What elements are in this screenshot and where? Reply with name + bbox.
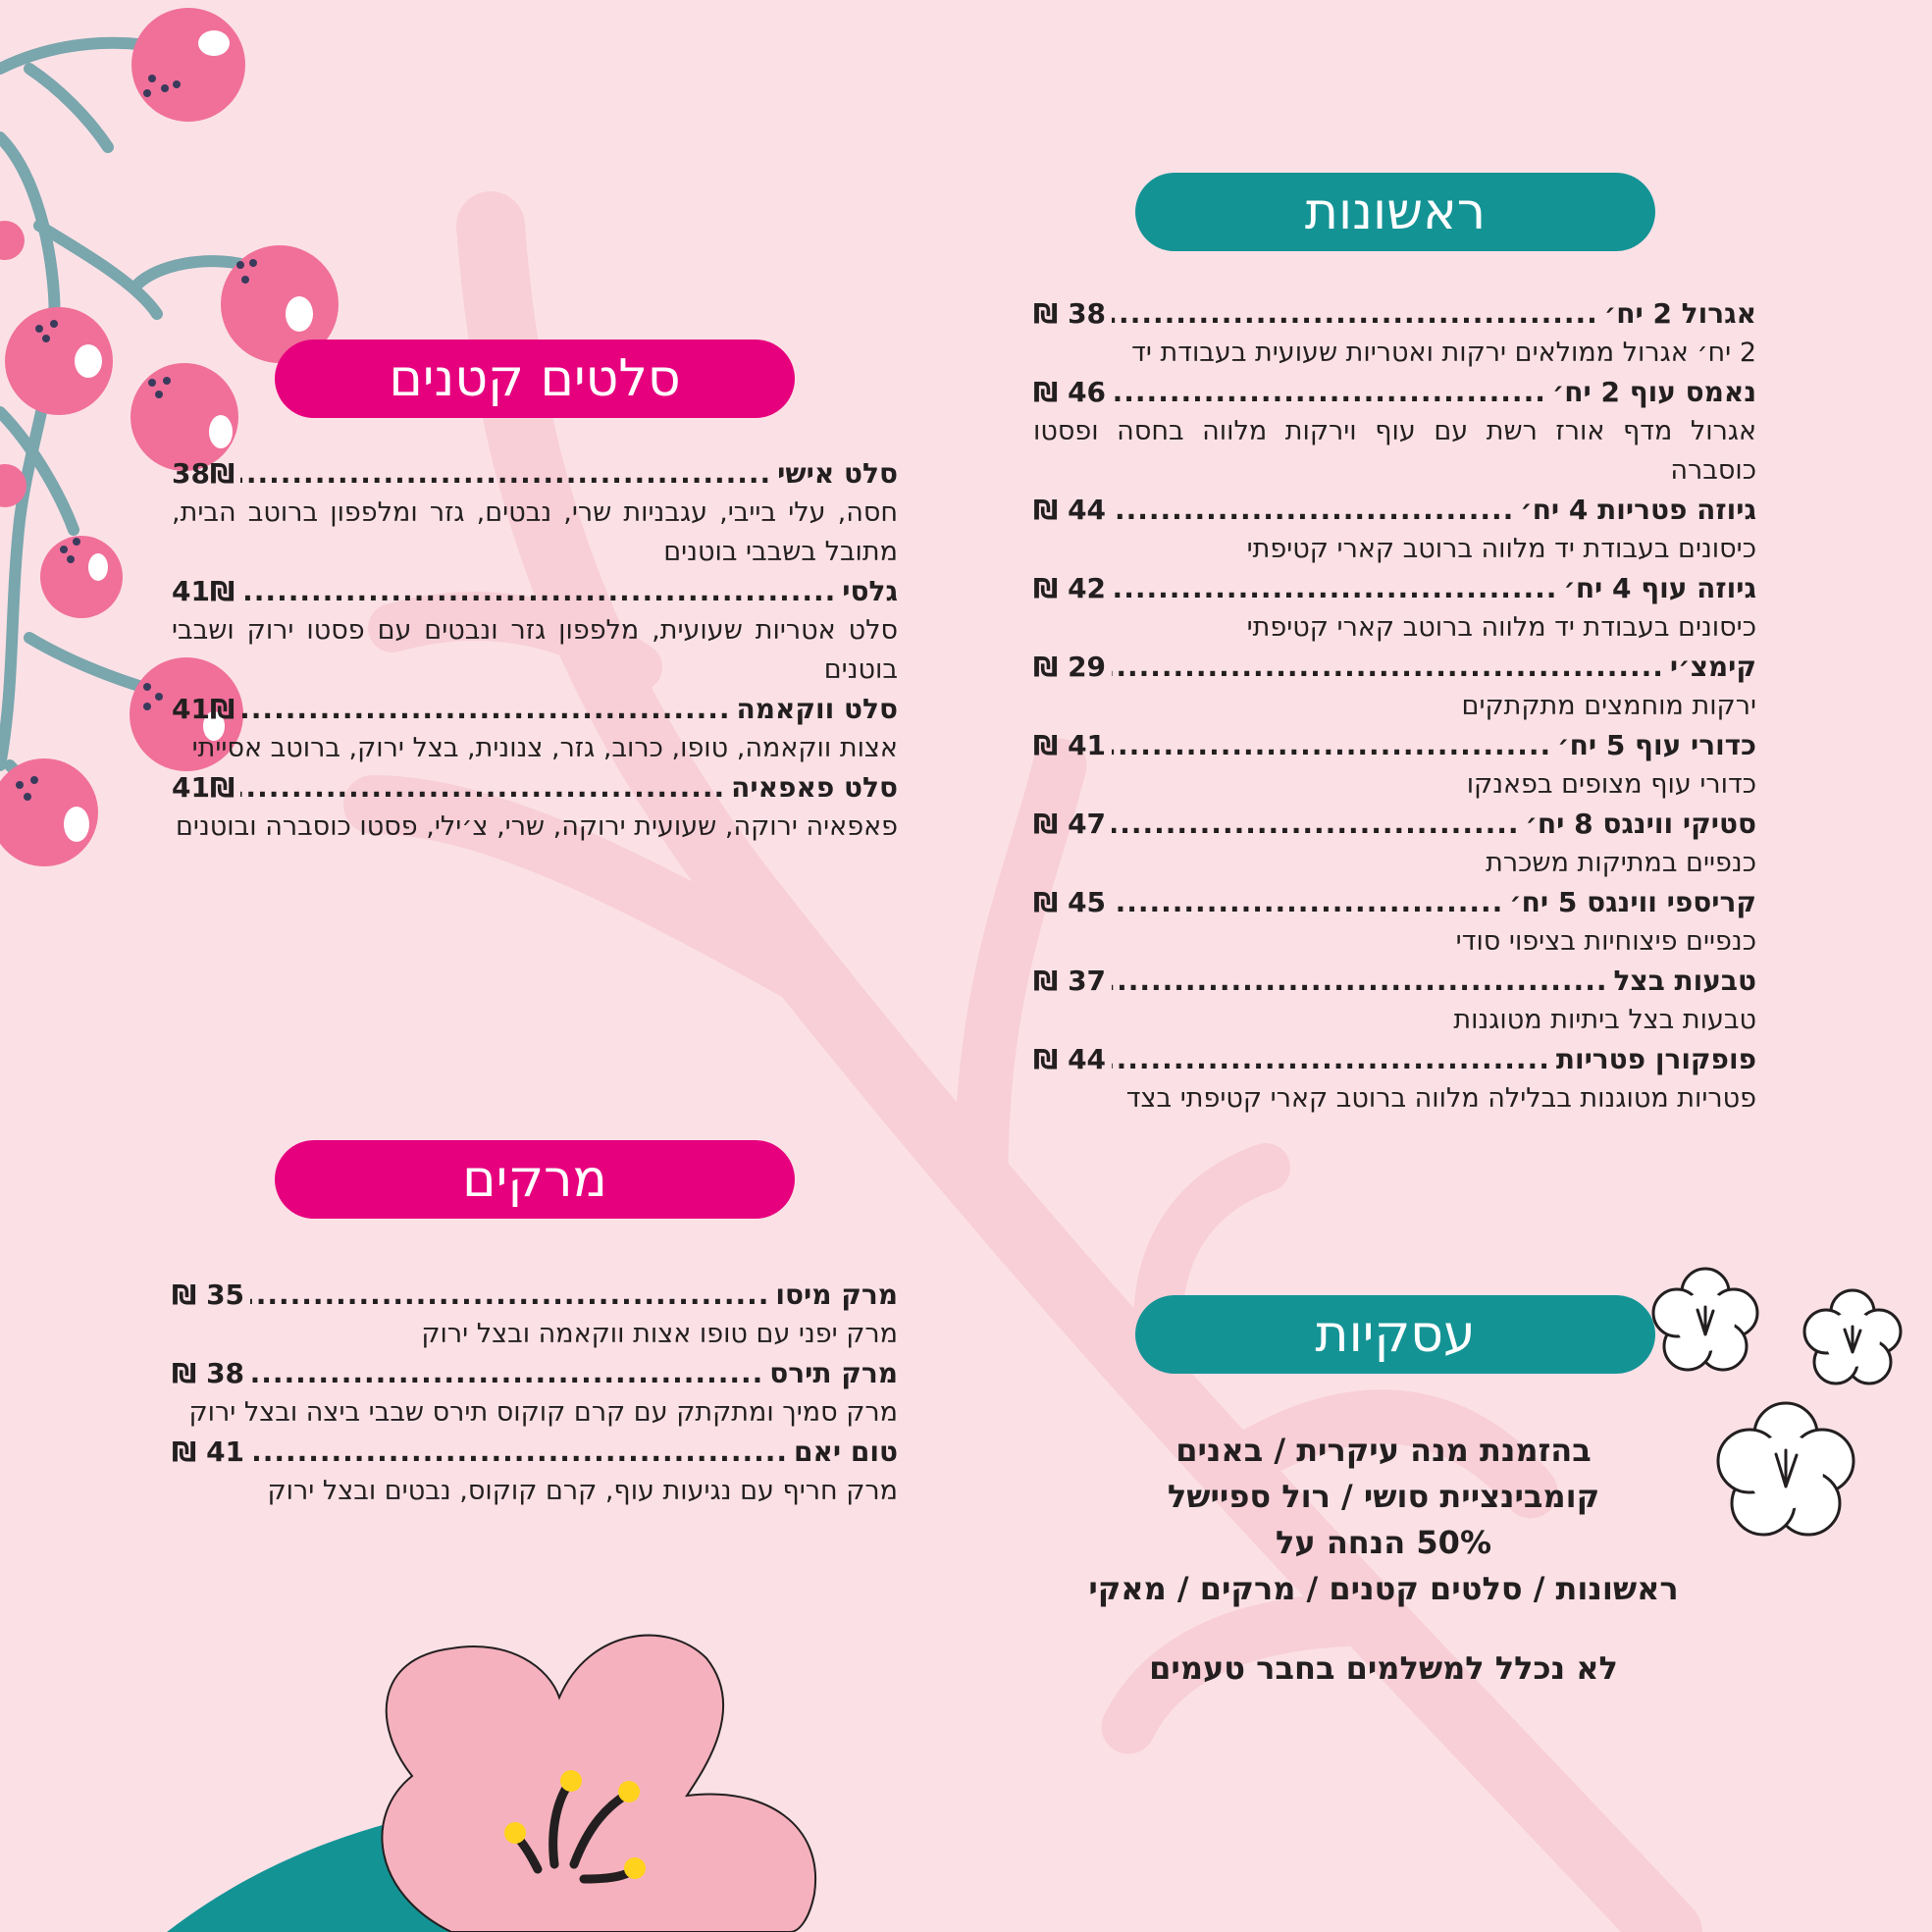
item-name: גיוזה פטריות 4 יח׳ <box>1520 494 1756 526</box>
item-name: נאמס עוף 2 יח׳ <box>1551 376 1756 408</box>
item-desc: חסה, עלי בייבי, עגבניות שרי, נבטים, גזר ומלפפון ברוטב הבית, מתובל בשבבי בוטנים <box>172 497 898 567</box>
menu-item-head <box>172 1354 898 1393</box>
item-price: 29 ₪ <box>1033 651 1107 683</box>
item-name: סלט ווקאמה <box>736 693 898 725</box>
item-name: גלסי <box>842 575 898 607</box>
item-name: סלט אישי <box>777 457 898 490</box>
menu-item-head <box>1033 569 1756 608</box>
item-desc: כיסונים בעבודת יד מלווה ברוטב קארי קטיפתי <box>1246 612 1756 643</box>
menu-item-head <box>1033 373 1756 412</box>
item-price: 41 ₪ <box>1033 729 1107 761</box>
item-desc: כנפיים פיצוחיות בציפוי סודי <box>1455 926 1756 957</box>
deals-note: לא נכלל למשלמים בחבר טעמים <box>1149 1649 1618 1687</box>
item-name: אגרול 2 יח׳ <box>1603 297 1756 330</box>
menu-item-head <box>172 768 898 808</box>
item-price: 41 ₪ <box>172 1436 245 1468</box>
menu-item-head <box>1033 726 1756 765</box>
item-price: 38 ₪ <box>172 1357 245 1389</box>
menu-item-head <box>172 1276 898 1315</box>
item-price: 37 ₪ <box>1033 965 1107 997</box>
item-desc: אגרול מדף אורז רשת עם עוף וירקות מלווה בחסה ופסטו כוסברה <box>1033 416 1756 486</box>
item-price: 38 ₪ <box>1033 297 1107 330</box>
deals-line: בהזמנת מנה עיקרית / באנים <box>1175 1432 1592 1469</box>
item-desc: כדורי עוף מצופים בפאנקו <box>1466 769 1756 800</box>
deals-block <box>1074 1428 1693 1692</box>
item-price: 41₪ <box>172 575 235 607</box>
section-title-soups: מרקים <box>275 1140 795 1219</box>
item-name: טבעות בצל <box>1613 965 1756 997</box>
deals-line: ראשונות / סלטים קטנים / מרקים / מאקי <box>1088 1570 1679 1607</box>
firsts-list <box>1033 294 1756 1119</box>
item-desc: פטריות מטוגנות בבלילה מלווה ברוטב קארי קטיפתי בצד <box>1125 1083 1756 1114</box>
section-title-deals: עסקיות <box>1135 1295 1655 1374</box>
item-desc: פאפאיה ירוקה, שעועית ירוקה, שרי, צ׳ילי, פסטו כוסברה ובוטנים <box>176 811 898 842</box>
item-price: 47 ₪ <box>1033 808 1107 840</box>
item-desc: סלט אטריות שעועית, מלפפון גזר ונבטים עם פסטו ירוק ושבבי בוטנים <box>172 615 898 685</box>
item-price: 41₪ <box>172 693 235 725</box>
menu-item-head <box>1033 1040 1756 1079</box>
item-price: 38₪ <box>172 457 235 490</box>
item-desc: כיסונים בעבודת יד מלווה ברוטב קארי קטיפתי <box>1246 534 1756 564</box>
item-desc: מרק סמיך ומתקתק עם קרם קוקוס תירס שבבי ביצה ובצל ירוק <box>188 1397 898 1428</box>
item-price: 44 ₪ <box>1033 1043 1107 1075</box>
salads-list <box>172 454 898 847</box>
soups-list <box>172 1276 898 1511</box>
item-price: 46 ₪ <box>1033 376 1107 408</box>
item-price: 45 ₪ <box>1033 886 1107 918</box>
item-name: קריספי ווינגס 5 יח׳ <box>1509 886 1756 918</box>
menu-item-head <box>1033 491 1756 530</box>
item-price: 42 ₪ <box>1033 572 1107 604</box>
item-name: סטיקי ווינגס 8 יח׳ <box>1525 808 1756 840</box>
item-name: מרק תירס <box>769 1357 898 1389</box>
menu-item-head <box>172 690 898 729</box>
deals-line: 50% הנחה על <box>1276 1524 1491 1561</box>
item-desc: טבעות בצל ביתיות מטוגנות <box>1453 1005 1756 1035</box>
item-price: 35 ₪ <box>172 1279 245 1311</box>
item-desc: מרק יפני עם טופו אצות ווקאמה ובצל ירוק <box>421 1319 898 1349</box>
section-title-salads: סלטים קטנים <box>275 339 795 418</box>
menu-item-head <box>1033 294 1756 334</box>
item-desc: ירקות מוחמצים מתקתקים <box>1461 691 1756 721</box>
menu-item-head <box>1033 648 1756 687</box>
menu-item-head <box>172 454 898 494</box>
item-name: מרק מיסו <box>775 1279 898 1311</box>
item-desc: 2 יח׳ אגרול ממולאים ירקות ואטריות שעועית בעבודת יד <box>1131 338 1756 368</box>
menu-item-head <box>172 572 898 611</box>
item-name: גיוזה עוף 4 יח׳ <box>1563 572 1756 604</box>
item-name: טום יאם <box>794 1436 898 1468</box>
item-name: קימצ׳י <box>1669 651 1756 683</box>
item-price: 44 ₪ <box>1033 494 1107 526</box>
menu-item-head <box>1033 805 1756 844</box>
menu-item-head <box>172 1433 898 1472</box>
item-desc: כנפיים במתיקות משכרת <box>1486 848 1756 878</box>
item-name: כדורי עוף 5 יח׳ <box>1557 729 1756 761</box>
deals-line: קומבינציית סושי / רול ספיישל <box>1167 1478 1600 1515</box>
item-desc: אצות ווקאמה, טופו, כרוב, גזר, צנונית, בצל ירוק, ברוטב אסייתי <box>191 733 898 763</box>
item-price: 41₪ <box>172 771 235 804</box>
menu-item-head <box>1033 962 1756 1001</box>
item-desc: מרק חריף עם נגיעות עוף, קרם קוקוס, נבטים ובצל ירוק <box>267 1476 898 1506</box>
item-name: פופקורן פטריות <box>1555 1043 1756 1075</box>
menu-item-head <box>1033 883 1756 922</box>
section-title-firsts: ראשונות <box>1135 173 1655 251</box>
item-name: סלט פאפאיה <box>731 771 898 804</box>
